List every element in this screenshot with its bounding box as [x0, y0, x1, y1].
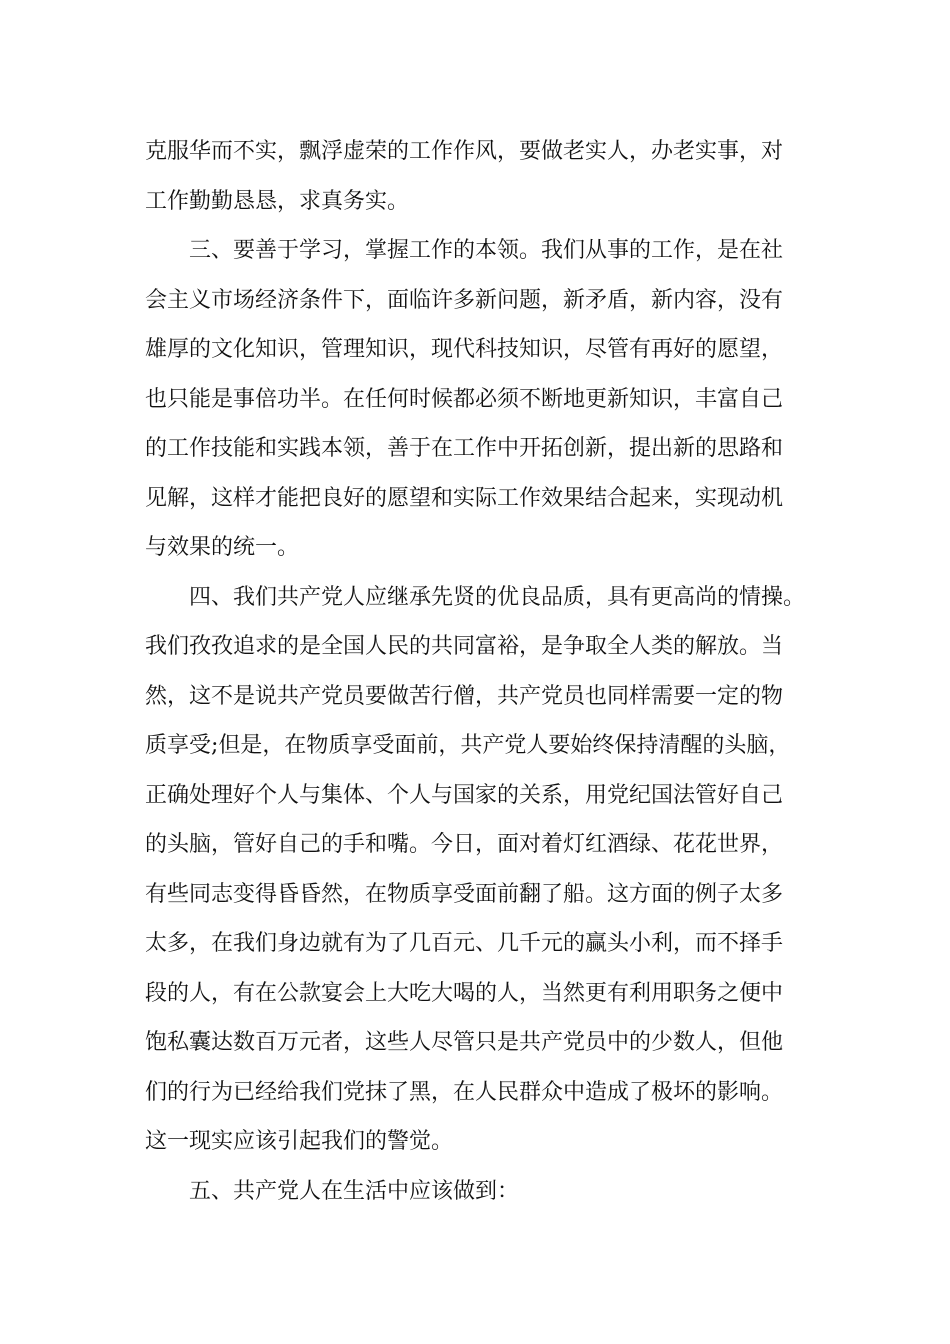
text-line: 这一现实应该引起我们的警觉。 — [145, 1129, 454, 1154]
text-line: 太多，在我们身边就有为了几百元、几千元的赢头小利，而不择手 — [145, 931, 784, 956]
text-line: 正确处理好个人与集体、个人与国家的关系，用党纪国法管好自己 — [145, 782, 784, 808]
text-line: 的头脑，管好自己的手和嘴。今日，面对着灯红酒绿、花花世界， — [145, 832, 784, 857]
text-line: 们的行为已经给我们党抹了黑，在人民群众中造成了极坏的影响。 — [145, 1079, 784, 1105]
text-line: 见解，这样才能把良好的愿望和实际工作效果结合起来，实现动机 — [145, 485, 784, 511]
text-line: 与效果的统一。 — [145, 535, 300, 560]
text-line: 有些同志变得昏昏然，在物质享受面前翻了船。这方面的例子太多 — [145, 881, 784, 907]
text-line: 的工作技能和实践本领，善于在工作中开拓创新，提出新的思路和 — [145, 436, 784, 461]
text-line: 雄厚的文化知识，管理知识，现代科技知识，尽管有再好的愿望， — [145, 337, 784, 362]
text-line: 段的人，有在公款宴会上大吃大喝的人，当然更有利用职务之便中 — [145, 980, 784, 1006]
text-line: 会主义市场经济条件下，面临许多新问题，新矛盾，新内容，没有 — [145, 287, 784, 313]
text-line: 我们孜孜追求的是全国人民的共同富裕，是争取全人类的解放。当 — [145, 634, 784, 659]
text-line: 也只能是事倍功半。在任何时候都必须不断地更新知识，丰富自己 — [145, 386, 784, 412]
paragraph-start-line: 五、共产党人在生活中应该做到： — [189, 1178, 520, 1204]
text-line: 质享受;但是，在物质享受面前，共产党人要始终保持清醒的头脑， — [145, 733, 791, 758]
text-line: 工作勤勤恳恳，求真务实。 — [145, 188, 410, 214]
text-line: 然，这不是说共产党员要做苦行僧，共产党员也同样需要一定的物 — [145, 683, 784, 709]
paragraph-start-line: 四、我们共产党人应继承先贤的优良品质，具有更高尚的情操。 — [189, 584, 806, 610]
text-line: 克服华而不实，飘浮虚荣的工作作风，要做老实人，办老实事，对 — [145, 139, 784, 164]
paragraph-start-line: 三、要善于学习，掌握工作的本领。我们从事的工作，是在社 — [189, 238, 784, 263]
document-page — [145, 127, 845, 1216]
text-line: 饱私囊达数百万元者，这些人尽管只是共产党员中的少数人，但他 — [145, 1030, 784, 1055]
